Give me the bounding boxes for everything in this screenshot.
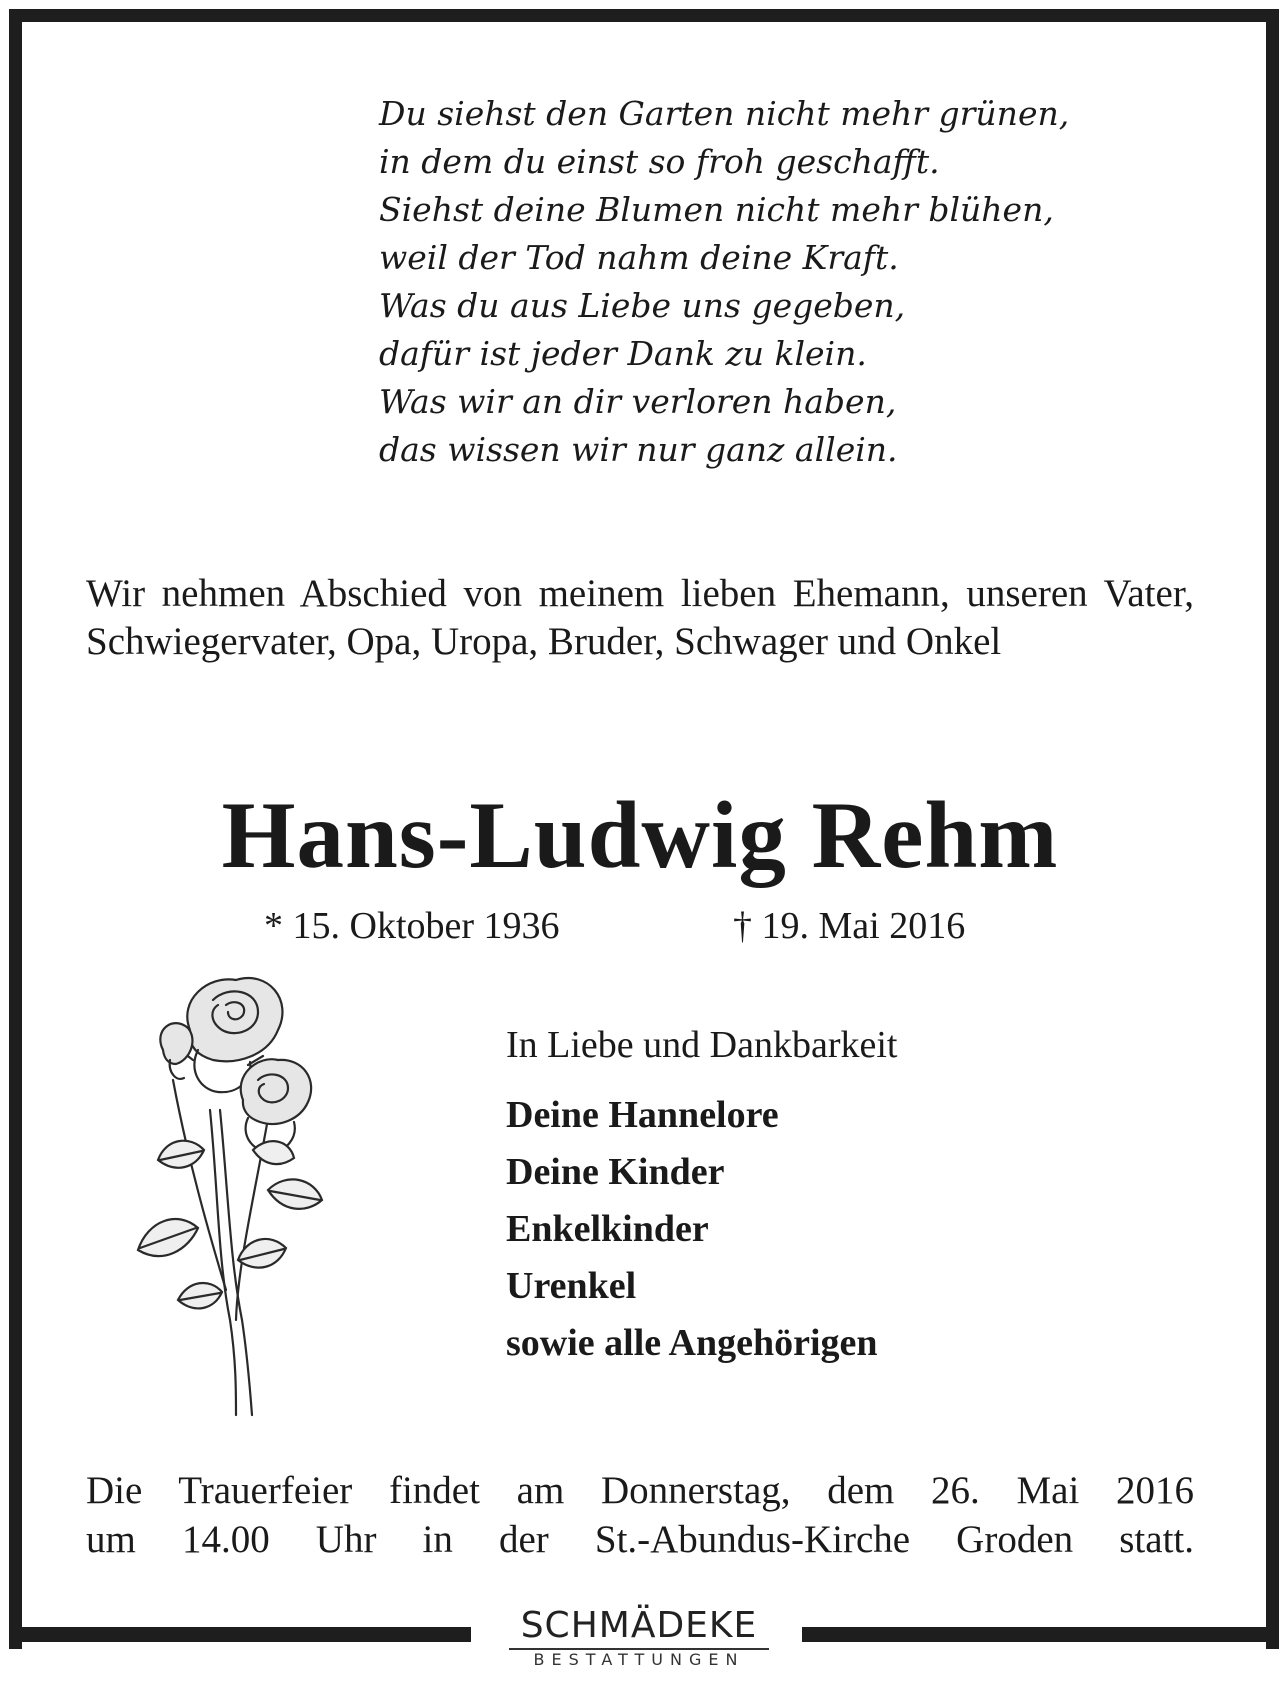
funeral-service-info [86, 1466, 1194, 1564]
service-line: um 14.00 Uhr in der St.-Abundus-Kirche Groden statt. [86, 1518, 1194, 1561]
poem-line: weil der Tod nahm deine Kraft. [379, 238, 899, 277]
deceased-name: Hans-Ludwig Rehm [221, 782, 1059, 888]
birth-date: * 15. Oktober 1936 [264, 905, 560, 947]
death-date: † 19. Mai 2016 [733, 905, 966, 947]
poem-line: dafür ist jeder Dank zu klein. [379, 334, 867, 373]
mourner: Deine Hannelore [506, 1094, 779, 1136]
funeral-home-logo [482, 1606, 796, 1681]
mourner: Urenkel [506, 1265, 637, 1307]
poem [379, 90, 1209, 474]
mourners-list [506, 1087, 878, 1372]
bottom-rule-left [9, 1627, 471, 1642]
logo-name: SCHMÄDEKE [520, 1605, 758, 1646]
poem-line: in dem du einst so froh geschafft. [379, 142, 940, 181]
rose-icon [118, 960, 358, 1430]
poem-line: Siehst deine Blumen nicht mehr blühen, [379, 190, 1054, 229]
logo-subtitle: BESTATTUNGEN [533, 1650, 745, 1669]
signoff: In Liebe und Dankbarkeit [506, 1024, 898, 1066]
poem-line: Was wir an dir verloren haben, [379, 382, 897, 421]
mourner: sowie alle Angehörigen [506, 1322, 878, 1364]
bottom-rule-right [802, 1627, 1279, 1642]
poem-line: das wissen wir nur ganz allein. [379, 430, 898, 469]
service-line: Die Trauerfeier findet am Donnerstag, dem 26. Mai 2016 [86, 1469, 1194, 1512]
mourner: Deine Kinder [506, 1151, 725, 1193]
mourner: Enkelkinder [506, 1208, 709, 1250]
poem-line: Du siehst den Garten nicht mehr grünen, [379, 94, 1070, 133]
poem-line: Was du aus Liebe uns gegeben, [379, 286, 906, 325]
farewell-intro: Wir nehmen Abschied von meinem lieben Ehemann, unseren Vater, Schwiegervater, Opa, Uropa, Bruder, Schwager und Onkel [86, 572, 1194, 663]
